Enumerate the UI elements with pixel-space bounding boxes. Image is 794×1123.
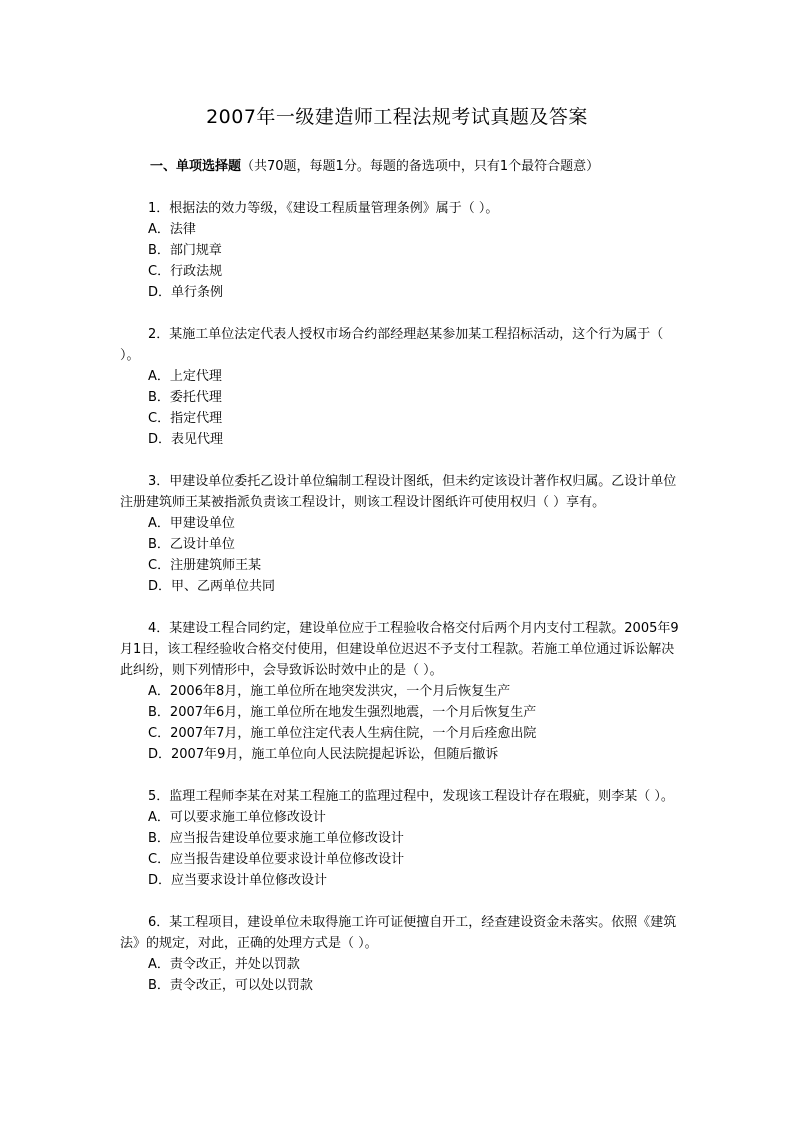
section-header — [150, 157, 599, 177]
option-b: B．部门规章 — [148, 243, 222, 258]
option-d: D．2007年9月，施工单位向人民法院提起诉讼，但随后撤诉 — [148, 747, 499, 762]
option-d: D．单行条例 — [148, 285, 224, 300]
question-6 — [120, 912, 680, 996]
question-stem: 1．根据法的效力等级，《建设工程质量管理条例》属于（ ）。 — [148, 201, 499, 216]
question-stem: 5．监理工程师李某在对某工程施工的监理过程中，发现该工程设计存在瑕疵，则李某（ ）。 — [148, 789, 674, 804]
option-d: D．应当要求设计单位修改设计 — [148, 873, 328, 888]
option-b: B．委托代理 — [148, 390, 222, 405]
document-title: 2007年一级建造师工程法规考试真题及答案 — [206, 106, 588, 128]
option-d: D．表见代理 — [148, 432, 224, 447]
question-stem: 2．某施工单位法定代表人授权市场合约部经理赵某参加某工程招标活动，这个行为属于（ ）。 — [120, 327, 664, 363]
option-d: D．甲、乙两单位共同 — [148, 579, 276, 594]
question-4 — [120, 618, 680, 765]
question-stem: 4．某建设工程合同约定，建设单位应于工程验收合格交付后两个月内支付工程款。2005年9月1日，该工程经验收合格交付使用，但建设单位迟迟不予支付工程款。若施工单位通过诉讼解决此纠纷，则下列情形中，会导致诉讼时效中止的是（ ）。 — [120, 621, 679, 678]
question-stem: 6．某工程项目，建设单位未取得施工许可证便擅自开工，经查建设资金未落实。依照《建筑法》的规定，对此，正确的处理方式是（ ）。 — [120, 915, 677, 951]
question-list — [120, 198, 680, 1017]
option-a: A．责令改正，并处以罚款 — [148, 957, 300, 972]
option-b: B．应当报告建设单位要求施工单位修改设计 — [148, 831, 404, 846]
section-note: （共70题，每题1分。每题的备选项中，只有1个最符合题意） — [241, 159, 600, 174]
option-b: B．乙设计单位 — [148, 537, 235, 552]
question-5 — [120, 786, 680, 891]
question-3 — [120, 471, 680, 597]
question-2 — [120, 324, 680, 450]
option-c: C．应当报告建设单位要求设计单位修改设计 — [148, 852, 405, 867]
question-stem: 3．甲建设单位委托乙设计单位编制工程设计图纸，但未约定该设计著作权归属。乙设计单位注册建筑师王某被指派负责该工程设计，则该工程设计图纸许可使用权归（ ）享有。 — [120, 474, 677, 510]
option-a: A．甲建设单位 — [148, 516, 235, 531]
option-c: C．2007年7月，施工单位注定代表人生病住院，一个月后痊愈出院 — [148, 726, 537, 741]
option-a: A．法律 — [148, 222, 196, 237]
option-c: C．指定代理 — [148, 411, 223, 426]
option-c: C．注册建筑师王某 — [148, 558, 262, 573]
question-1 — [120, 198, 680, 303]
option-c: C．行政法规 — [148, 264, 223, 279]
option-b: B．2007年6月，施工单位所在地发生强烈地震，一个月后恢复生产 — [148, 705, 537, 720]
option-a: A．2006年8月，施工单位所在地突发洪灾，一个月后恢复生产 — [148, 684, 511, 699]
option-b: B．责令改正，可以处以罚款 — [148, 978, 313, 993]
option-a: A．上定代理 — [148, 369, 222, 384]
section-heading: 一、单项选择题 — [150, 159, 242, 174]
option-a: A．可以要求施工单位修改设计 — [148, 810, 326, 825]
